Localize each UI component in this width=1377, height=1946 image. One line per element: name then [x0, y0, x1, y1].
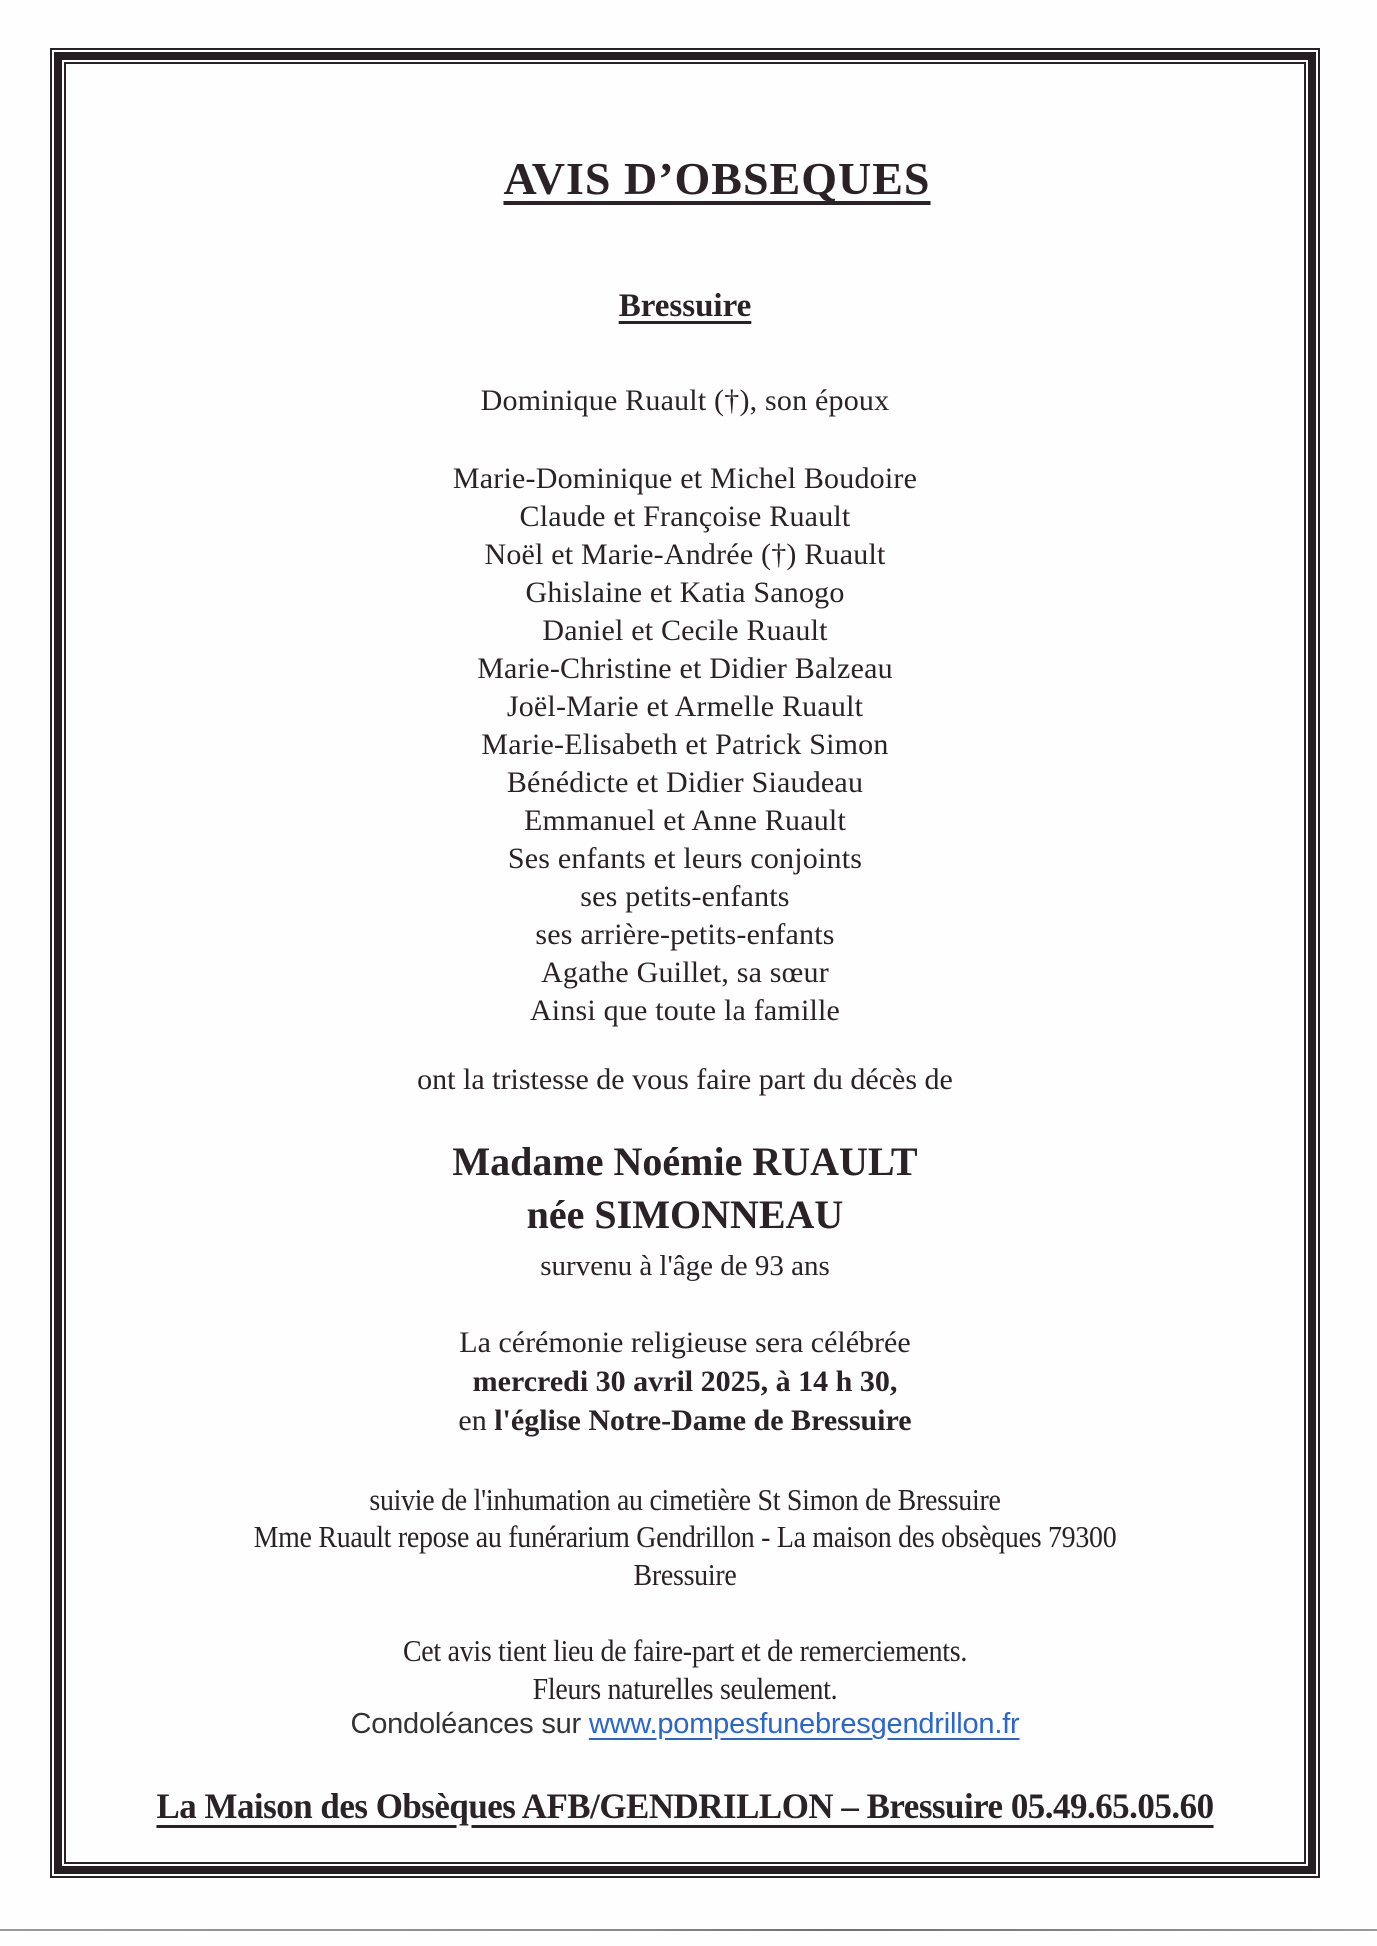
- maiden-name: née SIMONNEAU: [526, 1192, 844, 1237]
- family-line: Emmanuel et Anne Ruault: [523, 804, 847, 837]
- family-line: Bénédicte et Didier Siaudeau: [506, 766, 864, 799]
- condolences-link[interactable]: www.pompesfunebresgendrillon.fr: [588, 1708, 1020, 1740]
- condolences-prefix: Condoléances sur: [350, 1708, 589, 1740]
- family-line: Joël-Marie et Armelle Ruault: [506, 690, 864, 723]
- family-line: Marie-Christine et Didier Balzeau: [477, 652, 893, 685]
- ceremony-church-name: l'église Notre-Dame de Bressuire: [494, 1404, 912, 1437]
- page-title: AVIS D’OBSEQUES: [503, 153, 931, 204]
- family-line: Ainsi que toute la famille: [529, 994, 841, 1027]
- ceremony-intro-line: La cérémonie religieuse sera célébrée: [459, 1326, 911, 1359]
- family-line: Claude et Françoise Ruault: [519, 500, 851, 533]
- city-heading: Bressuire: [618, 288, 752, 324]
- family-line: ses petits-enfants: [580, 880, 790, 913]
- family-line: Daniel et Cecile Ruault: [542, 614, 828, 647]
- burial-line: suivie de l'inhumation au cimetière St Simon de Bressuire: [369, 1482, 1001, 1517]
- family-list: [50, 460, 1320, 1030]
- funeral-home-footer: La Maison des Obsèques AFB/GENDRILLON – Bressuire 05.49.65.05.60: [156, 1786, 1214, 1826]
- age-line: survenu à l'âge de 93 ans: [540, 1250, 830, 1282]
- family-line: Marie-Dominique et Michel Boudoire: [452, 462, 918, 495]
- ceremony-church-line: [50, 1404, 1320, 1438]
- family-line: Ses enfants et leurs conjoints: [507, 842, 863, 875]
- deceased-name: Madame Noémie RUAULT: [452, 1139, 918, 1184]
- ceremony-date-line: mercredi 30 avril 2025, à 14 h 30,: [472, 1365, 898, 1398]
- ceremony-church-prefix: en: [458, 1404, 495, 1437]
- repose-city-line: Bressuire: [633, 1557, 737, 1592]
- spouse-line: Dominique Ruault (†), son époux: [480, 384, 890, 417]
- family-line: Ghislaine et Katia Sanogo: [525, 576, 845, 609]
- repose-line: Mme Ruault repose au funérarium Gendrillon - La maison des obsèques 79300: [253, 1519, 1117, 1554]
- family-line: Agathe Guillet, sa sœur: [541, 956, 829, 989]
- notice-disclaimer-line: Cet avis tient lieu de faire-part et de remerciements.: [402, 1633, 968, 1668]
- announcement-line: ont la tristesse de vous faire part du décès de: [417, 1063, 953, 1096]
- family-line: ses arrière-petits-enfants: [535, 918, 835, 951]
- condolences-line: [50, 1708, 1320, 1741]
- flowers-line: Fleurs naturelles seulement.: [532, 1671, 838, 1706]
- scan-artifact-line: [0, 1929, 1377, 1931]
- family-line: Marie-Elisabeth et Patrick Simon: [481, 728, 889, 761]
- family-line: Noël et Marie-Andrée (†) Ruault: [484, 538, 886, 571]
